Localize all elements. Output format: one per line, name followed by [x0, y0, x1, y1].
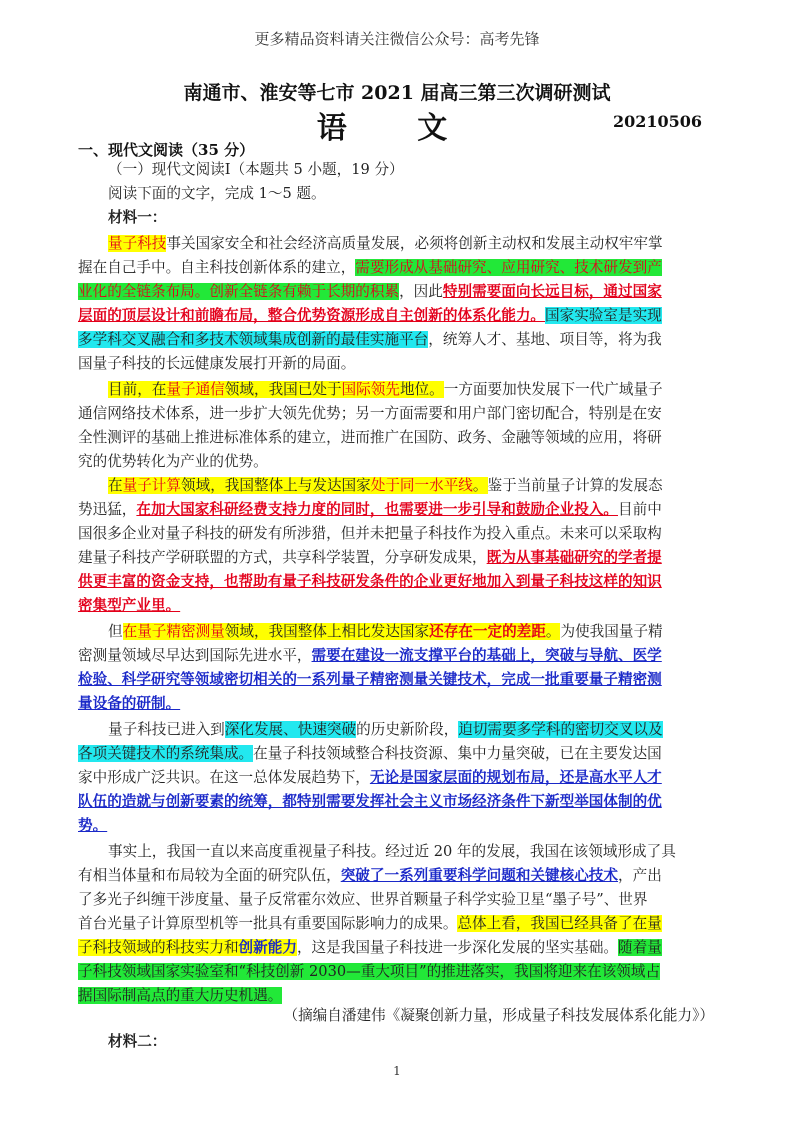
- emphasis-text: 供更丰富的资金支持，也帮助有量子科技研发条件的企业更好地加入到量子科技这样的知识: [78, 573, 662, 590]
- material-label: 材料二：: [108, 1033, 167, 1050]
- highlight-text: 创新能力: [238, 939, 297, 956]
- text-span: 但: [108, 623, 123, 640]
- highlight-text: 在: [108, 477, 123, 494]
- instruction-text: 阅读下面的文字，完成 1～5 题。: [108, 185, 326, 202]
- highlight-text: 。: [472, 477, 488, 494]
- text-span: ，产出: [618, 867, 662, 884]
- text-span: ，统筹人才、基地、项目等，将为我: [428, 331, 662, 348]
- emphasis-text: 无论是国家层面的规划布局，还是高水平人才: [369, 769, 662, 786]
- exam-date: 20210506: [612, 112, 702, 131]
- highlight-text: 据国际制高点的重大历史机遇。: [78, 987, 283, 1004]
- emphasis-text: 在加大国家科研经费支持力度的同时，也需要进一步引导和鼓励企业投入。: [136, 501, 618, 518]
- paragraph-line: [78, 814, 718, 838]
- paragraph-line: [78, 692, 718, 716]
- text-span: 家中形成广泛共识。在这一总体发展趋势下，: [78, 769, 370, 786]
- text-span: 握在自己手中。自主科技创新体系的建立，: [78, 259, 356, 276]
- highlight-text: 总体上看，我国已经具备了在量: [457, 915, 662, 932]
- paragraph-line: [78, 280, 718, 304]
- paragraph-line: [78, 304, 718, 328]
- emphasis-text: 量设备的研制。: [78, 695, 181, 712]
- page-number: 1: [393, 1064, 401, 1078]
- paragraph-line: [78, 766, 718, 790]
- paragraph-line: [78, 790, 718, 814]
- paragraph-line: [108, 718, 663, 742]
- emphasis-text: 检验、科学研究等领域密切相关的一系列量子精密测量关键技术，完成一批重要量子精密测: [78, 671, 662, 688]
- text-span: 为使我国量子精: [560, 623, 663, 640]
- paragraph-line: [108, 378, 663, 402]
- paragraph-line: [78, 328, 718, 352]
- text-span: 有相当体量和布局较为全面的研究队伍，: [78, 867, 341, 884]
- highlight-text: 领域，我国已处于: [224, 381, 342, 398]
- highlight-text: 子科技领域的科技实力和: [78, 939, 239, 956]
- paragraph-line: 国量子科技的长远健康发展打开新的局面。: [78, 355, 356, 372]
- text-span: 建量子科技产学研联盟的方式，共享科学装置，分享研发成果，: [78, 549, 487, 566]
- highlight-text: 需要形成从基础研究、应用研究、技术研发到产: [355, 259, 662, 276]
- subject-title: 语 文: [316, 111, 478, 146]
- highlight-text: 深化发展、快速突破: [224, 721, 357, 738]
- highlight-text: 国际领先: [341, 381, 400, 398]
- emphasis-text: 特别需要面向长远目标，通过国家: [442, 283, 662, 300]
- text-span: 事关国家安全和社会经济高质量发展，必须将创新主动权和发展主动权牢牢掌: [166, 235, 663, 252]
- highlight-text: 各项关键技术的系统集成。: [78, 745, 254, 762]
- highlight-text: 业化的全链条布局。创新全链条有赖于长期的积累: [78, 283, 400, 300]
- paragraph-line: 全性测评的基础上推进标准体系的建立，进而推广在国防、政务、金融等领域的应用，将研: [78, 429, 662, 446]
- text-span: 的历史新阶段，: [356, 721, 459, 738]
- highlight-text: 地位。: [399, 381, 444, 398]
- emphasis-text: 密集型产业里。: [78, 597, 181, 614]
- text-span: 首台光量子计算原型机等一批具有重要国际影响力的成果。: [78, 915, 458, 932]
- highlight-text: 领域，我国整体上与发达国家: [181, 477, 371, 494]
- paragraph-line: 究的优势转化为产业的优势。: [78, 453, 268, 470]
- paragraph-line: [108, 474, 663, 498]
- emphasis-text: 突破了一系列重要科学问题和关键核心技术: [340, 867, 618, 884]
- text-span: ，因此: [399, 283, 443, 300]
- paragraph-line: [108, 232, 663, 256]
- highlight-text: 量子通信: [166, 381, 225, 398]
- paragraph-line: [78, 644, 718, 668]
- text-span: 势迅猛，: [78, 501, 137, 518]
- text-span: 鉴于当前量子计算的发展态: [487, 477, 663, 494]
- highlight-text: 多学科交叉融合和多技术领域集成创新的最佳实施平台: [78, 331, 429, 348]
- emphasis-text: 层面的顶层设计和前瞻布局，整合优势资源形成自主创新的体系化能力。: [78, 307, 546, 324]
- paragraph-line: [78, 546, 718, 570]
- highlight-text: 目前，在: [108, 381, 167, 398]
- section-heading: 一、现代文阅读（35 分）: [78, 141, 255, 159]
- highlight-text: 量子科技: [108, 235, 167, 252]
- paragraph-line: 通信网络技术体系，进一步扩大领先优势；另一方面需要和用户部门密切配合，特别是在安: [78, 405, 662, 422]
- paragraph-line: [78, 864, 718, 888]
- highlight-text: 。: [545, 623, 561, 640]
- text-span: 在量子科技领域整合科技资源、集中力量突破，已在主要发达国: [253, 745, 662, 762]
- paragraph-line: [78, 256, 718, 280]
- highlight-text: 量子计算: [122, 477, 181, 494]
- text-span: ，这是我国量子科技进一步深化发展的坚实基础。: [296, 939, 619, 956]
- paragraph-line: [78, 668, 718, 692]
- highlight-text: 子科技领域国家实验室和“科技创新 2030—重大项目”的推进落实，我国将迎来在该领域占: [78, 963, 661, 980]
- paragraph-line: [78, 960, 718, 984]
- paragraph-line: 事实上，我国一直以来高度重视量子科技。经过近 20 年的发展，我国在该领域形成了具: [108, 843, 676, 860]
- highlight-text: 随着量: [618, 939, 662, 956]
- highlight-text: 国家实验室是实现: [545, 307, 662, 324]
- citation: （摘编自潘建伟《凝聚创新力量，形成量子科技发展体系化能力》）: [283, 1007, 714, 1024]
- emphasis-text: 队伍的造就与创新要素的统筹，都特别需要发挥社会主义市场经济条件下新型举国体制的优: [78, 793, 662, 810]
- paragraph-line: [78, 570, 718, 594]
- material-label: 材料一：: [108, 209, 167, 226]
- highlight-text: 还存在一定的差距: [429, 623, 546, 640]
- emphasis-text: 既为从事基础研究的学者提: [486, 549, 662, 566]
- text-span: 密测量领域尽早达到国际先进水平，: [78, 647, 312, 664]
- highlight-text: 领域，我国整体上相比发达国家: [224, 623, 430, 640]
- text-span: 目前中: [618, 501, 662, 518]
- paragraph-line: [78, 912, 718, 936]
- paragraph-line: [108, 620, 663, 644]
- emphasis-text: 势。: [78, 817, 108, 834]
- highlight-text: 迫切需要多学科的密切交叉以及: [458, 721, 663, 738]
- exam-title: 南通市、淮安等七市 2021 届高三第三次调研测试: [183, 82, 611, 104]
- highlight-text: 在量子精密测量: [122, 623, 225, 640]
- highlight-text: 处于同一水平线: [370, 477, 473, 494]
- text-span: 一方面要加快发展下一代广域量子: [443, 381, 663, 398]
- text-span: 量子科技已进入到: [108, 721, 225, 738]
- subsection-heading: （一）现代文阅读Ⅰ（本题共 5 小题，19 分）: [108, 161, 404, 178]
- paragraph-line: [78, 498, 718, 522]
- paragraph-line: 国很多企业对量子科技的研发有所涉猎，但并未把量子科技作为投入重点。未来可以采取构: [78, 525, 662, 542]
- emphasis-text: 需要在建设一流支撑平台的基础上，突破与导航、医学: [311, 647, 662, 664]
- paragraph-line: 了多光子纠缠干涉度量、量子反常霍尔效应、世界首颗量子科学实验卫星“墨子号”、世界: [78, 891, 648, 908]
- paragraph-line: [78, 594, 718, 618]
- paragraph-line: [78, 936, 718, 960]
- header-note: 更多精品资料请关注微信公众号：高考先锋: [254, 30, 540, 48]
- paragraph-line: [78, 742, 718, 766]
